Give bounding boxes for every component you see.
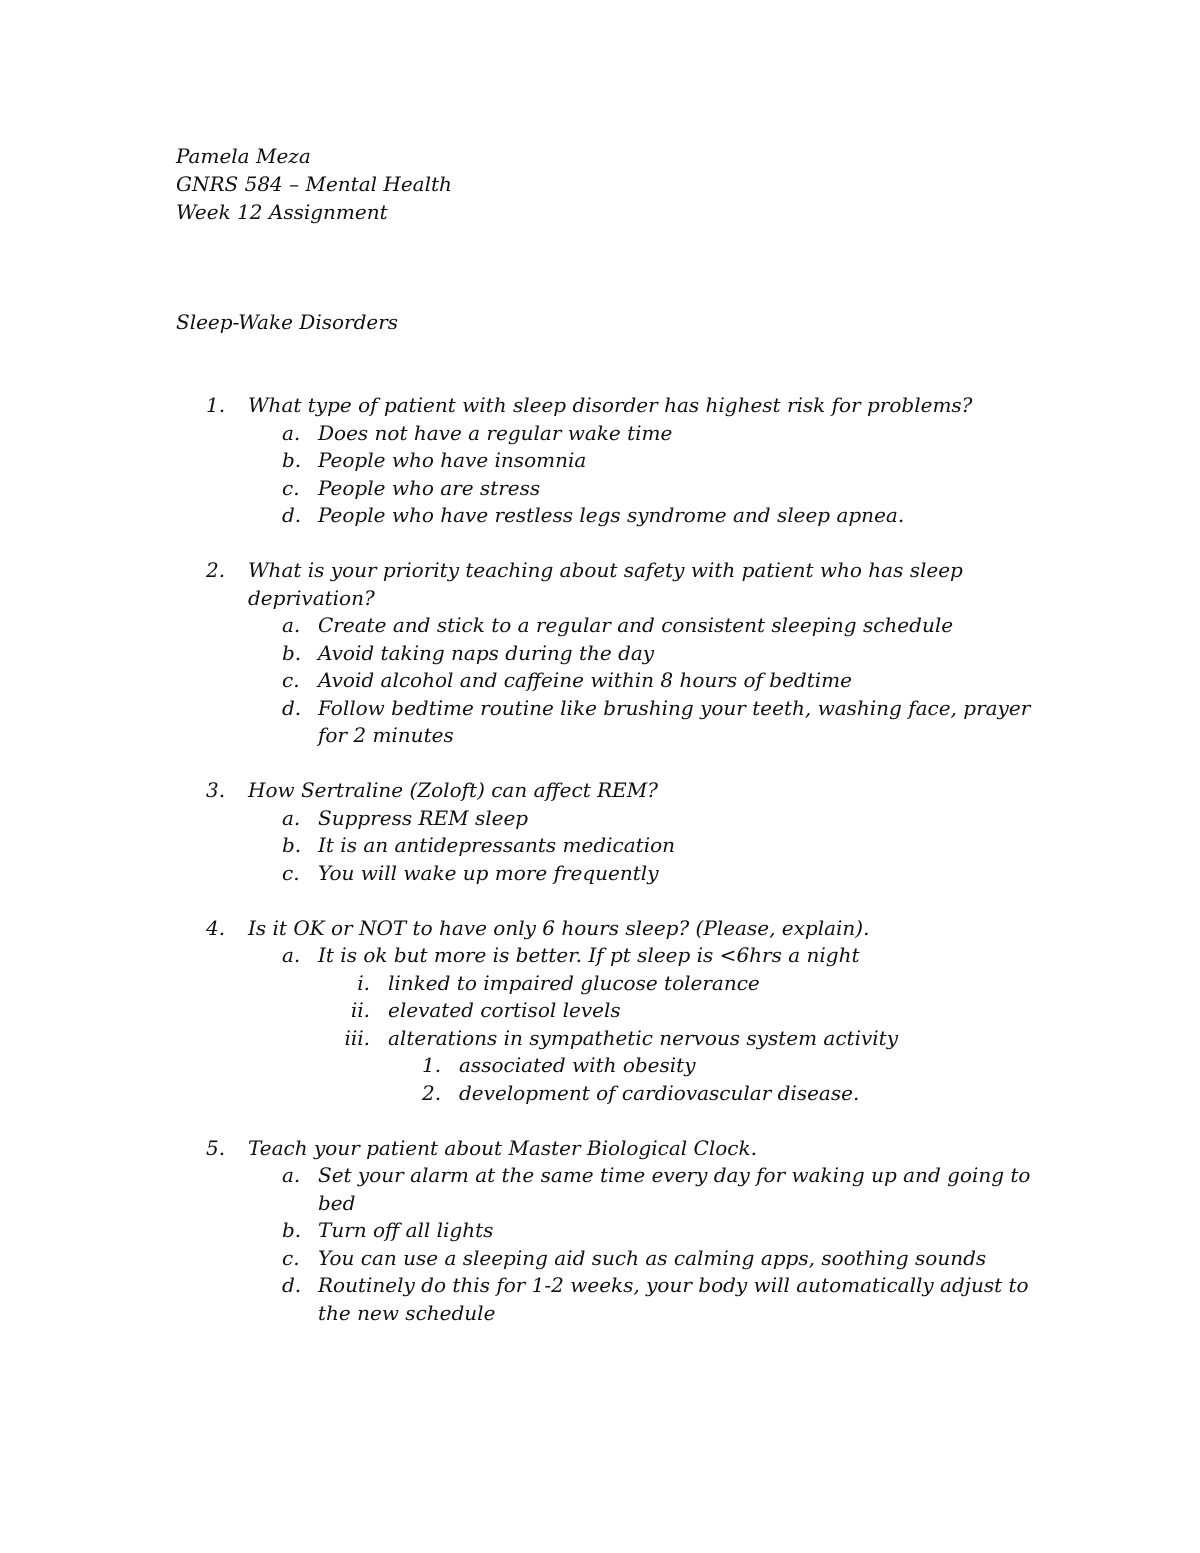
answer-item — [176, 942, 1036, 970]
sub-item — [176, 1025, 1036, 1053]
sub-sub-item-text: associated with obesity — [459, 1053, 696, 1077]
question-number: 3. — [206, 778, 226, 802]
student-name: Pamela Meza — [176, 144, 311, 168]
sub-item-numeral: iii. — [344, 1025, 370, 1050]
answer-item — [176, 447, 1036, 475]
answer-text: Create and stick to a regular and consistent sleeping schedule — [318, 613, 954, 637]
answer-item — [176, 695, 1036, 750]
sub-sub-item-text: development of cardiovascular disease. — [459, 1080, 860, 1105]
sub-sub-item-number: 2. — [422, 1080, 442, 1105]
answer-item — [176, 1272, 1036, 1327]
question-5 — [176, 1135, 1036, 1328]
question-row — [176, 777, 1036, 805]
answer-text: Follow bedtime routine like brushing your teeth, washing face, prayer for 2 minutes — [318, 695, 1031, 747]
question-text: What type of patient with sleep disorder has highest risk for problems? — [248, 393, 973, 417]
answer-item — [176, 805, 1036, 833]
answer-item — [176, 1245, 1036, 1273]
answer-letter: c. — [282, 860, 300, 885]
question-row — [176, 1135, 1036, 1163]
answer-letter: b. — [282, 448, 302, 472]
answer-item — [176, 475, 1036, 503]
answer-letter: c. — [282, 1245, 300, 1270]
answer-text: You can use a sleeping aid such as calming apps, soothing sounds — [318, 1245, 987, 1270]
answer-text: Does not have a regular wake time — [318, 420, 673, 445]
answer-letter: a. — [282, 420, 301, 445]
answer-letter: a. — [282, 1163, 301, 1187]
sub-item-numeral: i. — [357, 970, 370, 995]
assignment-title: Week 12 Assignment — [176, 200, 388, 224]
question-3 — [176, 777, 1036, 887]
sub-sub-item — [176, 1080, 1036, 1108]
answer-letter: b. — [282, 833, 302, 857]
answer-text: Set your alarm at the same time every day for waking up and going to bed — [318, 1163, 1031, 1215]
sub-item-numeral: ii. — [350, 998, 370, 1022]
question-number: 5. — [206, 1135, 226, 1160]
question-text: Is it OK or NOT to have only 6 hours sleep? (Please, explain). — [248, 915, 870, 940]
answer-letter: b. — [282, 640, 302, 665]
sub-item-text: alterations in sympathetic nervous system activity — [388, 1025, 899, 1050]
sub-sub-item — [176, 1052, 1036, 1080]
sub-item — [176, 997, 1036, 1025]
question-list — [176, 392, 1036, 1355]
question-text: What is your priority teaching about safety with patient who has sleep deprivation? — [248, 558, 963, 610]
answer-item — [176, 1162, 1036, 1217]
answer-letter: c. — [282, 475, 300, 500]
answer-text: You will wake up more frequently — [318, 860, 659, 885]
answer-text: People who have restless legs syndrome and sleep apnea. — [318, 503, 905, 527]
answer-item — [176, 502, 1036, 530]
answer-item — [176, 860, 1036, 888]
question-row — [176, 392, 1036, 420]
answer-letter: b. — [282, 1218, 302, 1242]
course-title: GNRS 584 – Mental Health — [176, 172, 452, 196]
answer-letter: a. — [282, 613, 301, 637]
answer-text: Avoid taking naps during the day — [318, 640, 655, 665]
answer-item — [176, 667, 1036, 695]
answer-text: It is an antidepressants medication — [318, 833, 676, 857]
answer-item — [176, 420, 1036, 448]
question-number: 2. — [206, 558, 226, 582]
answer-text: People who have insomnia — [318, 448, 587, 472]
answer-letter: c. — [282, 668, 300, 692]
answer-text: Routinely do this for 1-2 weeks, your body will automatically adjust to the new schedule — [318, 1273, 1029, 1325]
question-number: 1. — [206, 393, 226, 417]
answer-letter: d. — [282, 1273, 302, 1297]
question-number: 4. — [206, 915, 226, 940]
sub-item-text: linked to impaired glucose tolerance — [388, 970, 760, 995]
question-row — [176, 915, 1036, 943]
question-text: Teach your patient about Master Biological Clock. — [248, 1135, 757, 1160]
question-4 — [176, 915, 1036, 1108]
question-1 — [176, 392, 1036, 530]
answer-item — [176, 640, 1036, 668]
document-header — [176, 142, 452, 226]
answer-letter: d. — [282, 503, 302, 527]
section-title: Sleep-Wake Disorders — [176, 310, 399, 334]
answer-letter: d. — [282, 695, 302, 720]
answer-text: Turn off all lights — [318, 1218, 494, 1242]
sub-item — [176, 970, 1036, 998]
question-text: How Sertraline (Zoloft) can affect REM? — [248, 778, 658, 802]
answer-text: People who are stress — [318, 475, 541, 500]
answer-item — [176, 1217, 1036, 1245]
answer-letter: a. — [282, 943, 301, 967]
sub-item-text: elevated cortisol levels — [388, 998, 621, 1022]
answer-text: It is ok but more is better. If pt sleep is <6hrs a night — [318, 943, 860, 967]
answer-item — [176, 612, 1036, 640]
sub-sub-item-number: 1. — [422, 1053, 442, 1077]
answer-letter: a. — [282, 805, 301, 830]
question-2 — [176, 557, 1036, 750]
question-row — [176, 557, 1036, 612]
answer-item — [176, 832, 1036, 860]
answer-text: Avoid alcohol and caffeine within 8 hours of bedtime — [318, 668, 852, 692]
answer-text: Suppress REM sleep — [318, 805, 529, 830]
